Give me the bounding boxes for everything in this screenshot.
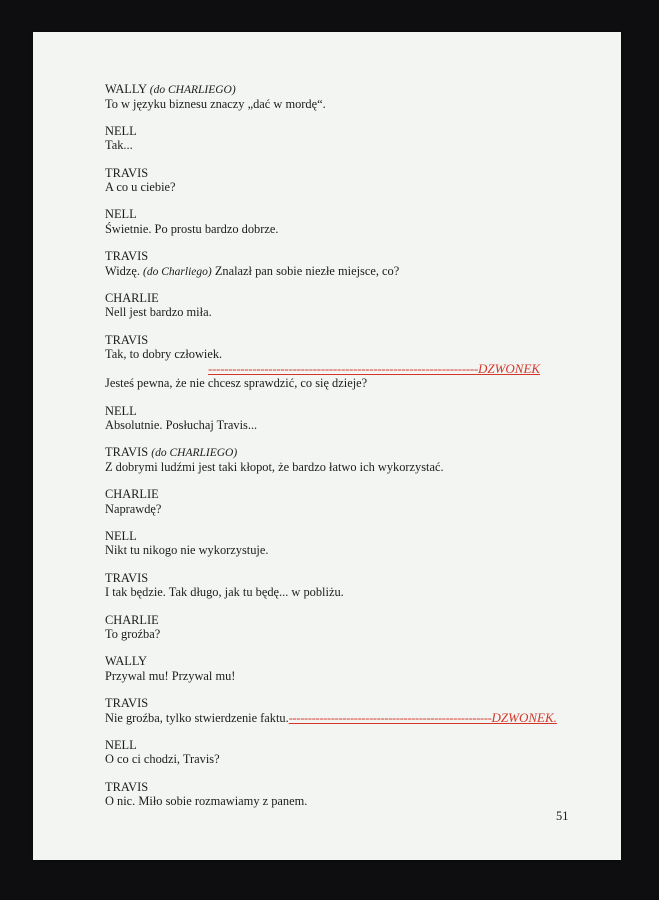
dialogue-line: O co ci chodzi, Travis?: [105, 752, 220, 767]
dialogue-block: [105, 738, 585, 767]
dialogue-block: [105, 529, 585, 558]
script-page: [33, 32, 621, 860]
speaker-name: CHARLIE: [105, 290, 159, 305]
dialogue-block: [105, 207, 585, 236]
dialogue-line: [105, 711, 585, 726]
stage-direction: (do CHARLIEGO): [151, 447, 238, 460]
speaker-name: TRAVIS: [105, 165, 149, 180]
speaker-name: NELL: [105, 528, 137, 543]
speaker-name: WALLY: [105, 654, 148, 669]
speaker-name: TRAVIS: [105, 779, 149, 794]
speaker-name: TRAVIS: [105, 445, 149, 460]
speaker-name: TRAVIS: [105, 570, 149, 585]
dialogue-block: [105, 445, 585, 474]
dialogue-line: To groźba?: [105, 627, 161, 642]
speaker-name: NELL: [105, 207, 137, 222]
speaker-line: [105, 82, 585, 97]
dialogue-line: Świetnie. Po prostu bardzo dobrze.: [105, 221, 279, 236]
speaker-name: NELL: [105, 123, 137, 138]
dialogue-block: [105, 780, 585, 809]
cue-label: DZWONEK.: [491, 709, 557, 725]
cue-dashes: -------------------------------------------------------------------: [208, 360, 478, 376]
dialogue-block: [105, 487, 585, 516]
speaker-name: TRAVIS: [105, 249, 149, 264]
dialogue-line: O nic. Miło sobie rozmawiamy z panem.: [105, 794, 308, 809]
dialogue-block: [105, 333, 585, 391]
dialogue-line: A co u ciebie?: [105, 180, 176, 195]
dialogue-line: Naprawdę?: [105, 501, 162, 516]
dialogue-text: Nie groźba, tylko stwierdzenie faktu.: [105, 710, 289, 725]
stage-direction: (do CHARLIEGO): [149, 84, 236, 96]
speaker-name: NELL: [105, 403, 137, 418]
speaker-name: NELL: [105, 737, 137, 752]
dialogue-line: Absolutnie. Posłuchaj Travis...: [105, 418, 258, 433]
dialogue-line: Nikt tu nikogo nie wykorzystuje.: [105, 543, 269, 558]
dialogue-block: [105, 82, 585, 111]
speaker-name: TRAVIS: [105, 332, 149, 347]
sound-cue: [105, 362, 585, 377]
dialogue-block: [105, 613, 585, 642]
dialogue-block: [105, 571, 585, 600]
cue-dashes: -----------------------------------------------------: [288, 710, 492, 725]
dialogue-block: [105, 291, 585, 320]
dialogue-line: [105, 264, 585, 279]
dialogue-block: [105, 249, 585, 278]
stage-direction: (do Charliego): [143, 265, 212, 278]
dialogue-block: [105, 696, 585, 725]
dialogue-block: [105, 404, 585, 433]
dialogue-text: Znalazł pan sobie niezłe miejsce, co?: [214, 263, 400, 278]
dialogue-block: [105, 124, 585, 153]
page-number: 51: [556, 809, 569, 823]
speaker-name: CHARLIE: [105, 612, 159, 627]
script-body: [105, 82, 585, 822]
dialogue-line: Nell jest bardzo miła.: [105, 305, 212, 320]
dialogue-line: Z dobrymi ludźmi jest taki kłopot, że bardzo łatwo ich wykorzystać.: [105, 459, 444, 474]
speaker-name: CHARLIE: [105, 487, 159, 502]
dialogue-block: [105, 166, 585, 195]
cue-underline: [208, 361, 540, 376]
dialogue-line: Tak, to dobry człowiek.: [105, 347, 223, 362]
dialogue-line: Przywal mu! Przywal mu!: [105, 668, 236, 683]
dialogue-line: Jesteś pewna, że nie chcesz sprawdzić, co się dzieje?: [105, 376, 368, 391]
dialogue-line: To w języku biznesu znaczy „dać w mordę“.: [105, 96, 326, 111]
cue-label: DZWONEK: [477, 360, 541, 376]
dialogue-line: I tak będzie. Tak długo, jak tu będę... w pobliżu.: [105, 585, 344, 600]
dialogue-line: Tak...: [105, 138, 133, 153]
speaker-name: TRAVIS: [105, 696, 149, 711]
dialogue-text: Widzę.: [105, 263, 140, 278]
speaker-name: WALLY: [105, 82, 147, 96]
speaker-line: [105, 445, 585, 460]
dialogue-block: [105, 654, 585, 683]
cue-underline: [289, 711, 557, 725]
